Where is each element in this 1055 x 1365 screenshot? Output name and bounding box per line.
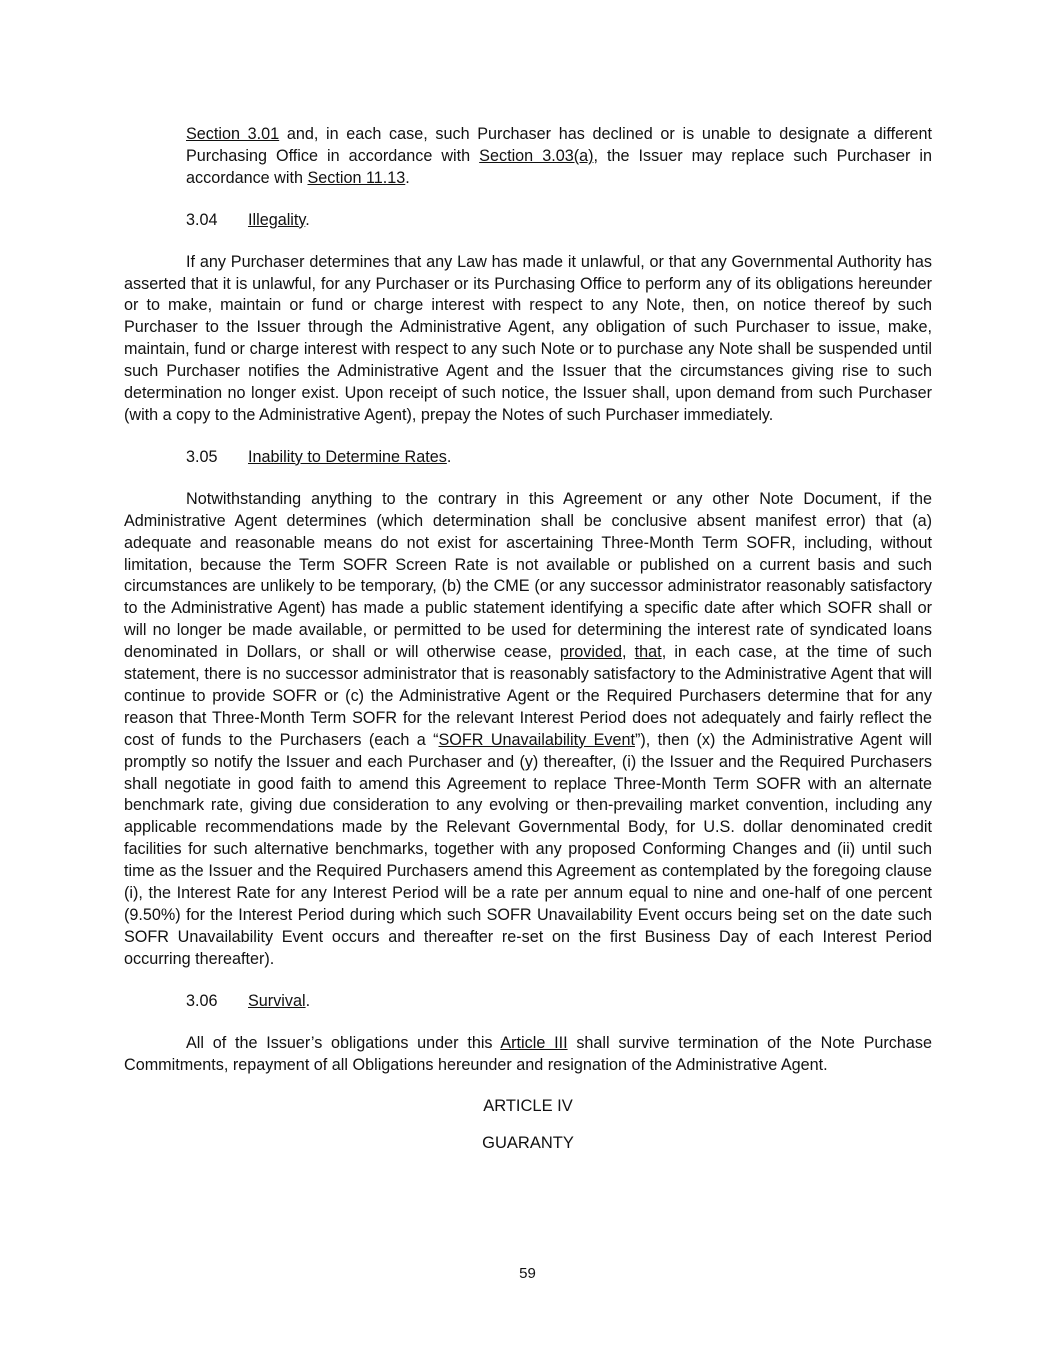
section-3-04-heading: 3.04 Illegality. (186, 210, 932, 232)
section-number: 3.05 (186, 447, 218, 466)
section-3-04-body: If any Purchaser determines that any Law has made it unlawful, or that any Governmental Authority has asserted that it is unlawful, for any Purchaser or its Purchasing Office to perform any of its obligations hereunder or to make, maintain or fund or charge interest with respect to any Note, then, on notice thereof by such Purchaser to the Issuer through the Administrative Agent, any obligation of such Purchaser to issue, make, maintain, fund or charge interest with respect to any such Note or to purchase any Note shall be suspended until such Purchaser notifies the Administrative Agent and the Issuer that the circumstances giving rise to such determination no longer exist. Upon receipt of such notice, the Issuer shall, upon demand from such Purchaser (with a copy to the Administrative Agent), prepay the Notes of such Purchaser immediately. (124, 252, 932, 424)
section-11-13-reference: Section 11.13 (307, 168, 406, 187)
section-title: Inability to Determine Rates (248, 447, 447, 466)
page-number: 59 (519, 1265, 536, 1282)
provided-term: provided (559, 643, 623, 662)
document-page (124, 124, 932, 1155)
section-3-05-body: Notwithstanding anything to the contrary in this Agreement or any other Note Document, if the Administrative Agent determines (which determination shall be conclusive absent manifest error) that (a) adequate and reasonable means do not exist for ascertaining Three-Month Term SOFR, including, without limitation, because the Term SOFR Screen Rate is not available or published on a current basis and such circumstances are unlikely to be temporary, (b) the CME (or any successor administrator reasonably satisfactory to the Administrative Agent) has made a public statement identifying a specific date after which SOFR shall or will no longer be made available, or permitted to be used for determining the interest rate of syndicated loans denominated in Dollars, or shall or will otherwise cease, provided, that, in each case, at the time of such statement, there is no successor administrator that is reasonably satisfactory to the Administrative Agent that will continue to provide SOFR or (c) the Administrative Agent or the Required Purchasers determine that for any reason that Three-Month Term SOFR for the relevant Interest Period does not adequately and fairly reflect the cost of funds to the Purchasers (each a “SOFR Unavailability Event”), then (x) the Administrative Agent will promptly so notify the Issuer and each Purchaser and (y) thereafter, (i) the Issuer and the Required Purchasers shall negotiate in good faith to amend this Agreement to replace Three-Month Term SOFR with an alternate benchmark rate, giving due consideration to any evolving or then-prevailing market convention, including any applicable recommendations made by the Relevant Governmental Body, for U.S. dollar denominated credit facilities for such alternative benchmarks, together with any proposed Conforming Changes and (ii) until such time as the Issuer and the Required Purchasers amend this Agreement as contemplated by the foregoing clause (i), the Interest Rate for any Interest Period will be a rate per annum equal to nine and one-half of one percent (9.50%) for the Interest Period during which such SOFR Unavailability Event occurs being set on the date such SOFR Unavailability Event occurs and thereafter re-set on the first Business Day of each Interest Period occurring thereafter). (124, 489, 933, 968)
that-term: that (634, 643, 662, 662)
article-iii-reference: Article III (500, 1033, 568, 1052)
intro-paragraph: Section 3.01 and, in each case, such Purchaser has declined or is unable to designate a different Purchasing Office in accordance with Section 3.03(a), the Issuer may replace such Purchaser in accordance with Section 11.13. (186, 125, 933, 187)
article-label: ARTICLE IV (483, 1097, 573, 1116)
sofr-unavailability-event-term: SOFR Unavailability Event (438, 730, 635, 749)
section-title: Survival (248, 991, 306, 1010)
section-number: 3.04 (186, 210, 218, 229)
section-title: Illegality (248, 210, 306, 229)
section-number: 3.06 (186, 991, 218, 1010)
article-title: GUARANTY (482, 1134, 574, 1153)
section-3-06-body: All of the Issuer’s obligations under this Article III shall survive termination of the Note Purchase Commitments, repayment of all Obligations hereunder and resignation of the Administrative Agent. (124, 1033, 932, 1074)
section-3-05-heading: 3.05 Inability to Determine Rates. (186, 447, 932, 469)
section-3-06-heading: 3.06 Survival. (186, 991, 932, 1013)
section-3-03a-reference: Section 3.03(a) (479, 146, 594, 165)
section-3-01-reference: Section 3.01 (186, 125, 280, 143)
